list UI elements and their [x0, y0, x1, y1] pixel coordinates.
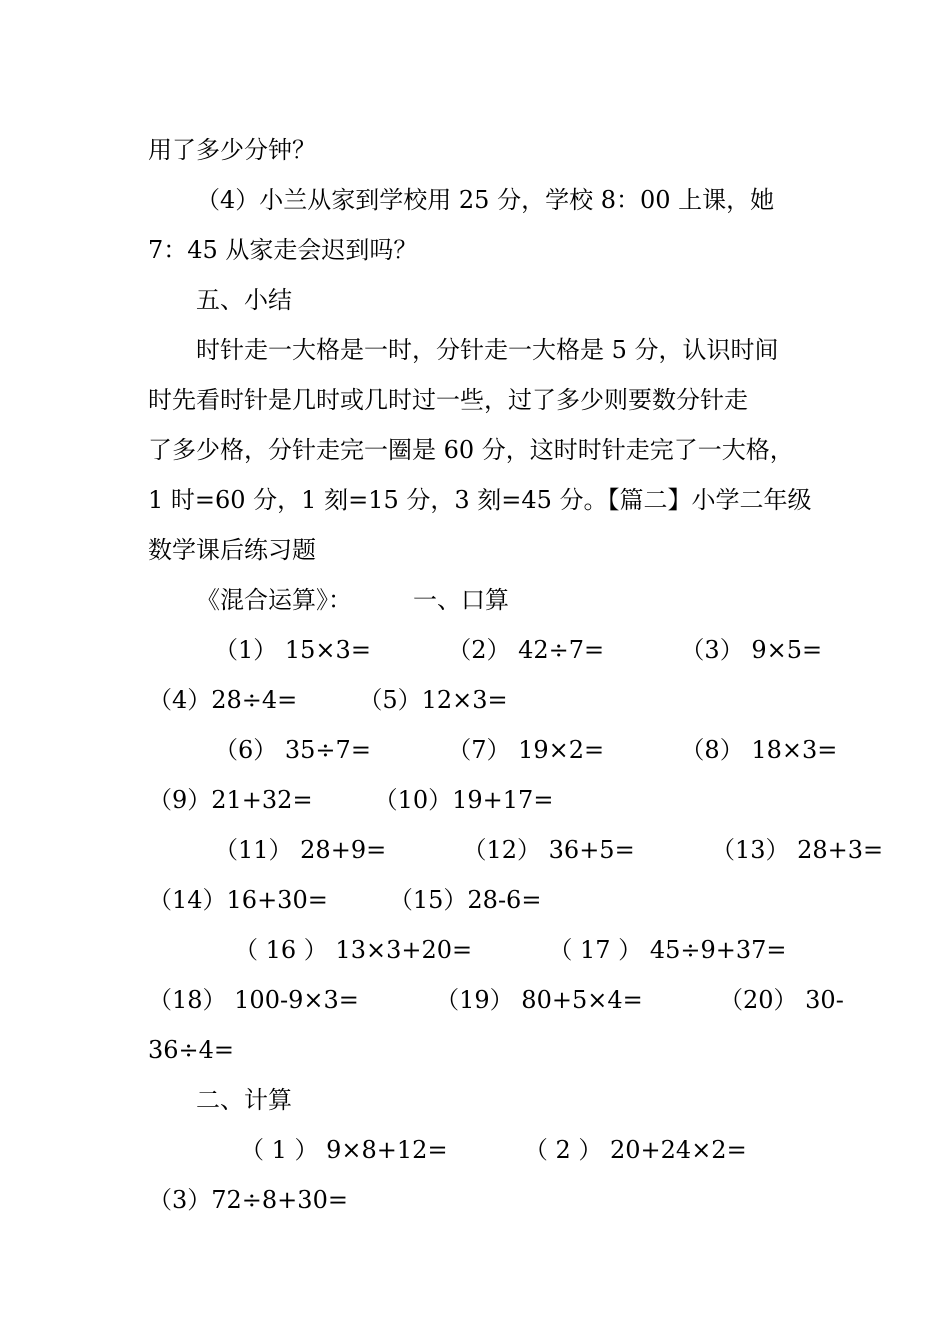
exercise-row-6: （14）16+30= （15）28-6= — [148, 886, 542, 914]
exercise-row-2: （4）28÷4= （5）12×3= — [148, 686, 508, 714]
exercise-row-11: （3）72÷8+30= — [148, 1186, 348, 1214]
exercise-row-9: 36÷4= — [148, 1036, 235, 1064]
section-heading-summary: 五、小结 — [196, 286, 292, 314]
text-line-7: 了多少格，分针走完一圈是 60 分，这时时针走完了一大格， — [148, 436, 794, 464]
exercise-row-5: （11） 28+9= （12） 36+5= （13） 28+3= — [214, 836, 884, 864]
section-heading-calculation: 二、计算 — [196, 1086, 292, 1114]
exercise-row-8: （18） 100-9×3= （19） 80+5×4= （20） 30- — [148, 986, 844, 1014]
section-heading-mental-math: 《混合运算》： 一、口算 — [196, 586, 510, 614]
text-line-9: 数学课后练习题 — [148, 536, 316, 564]
exercise-row-7: （ 16 ） 13×3+20= （ 17 ） 45÷9+37= — [234, 936, 787, 964]
text-line-8: 1 时=60 分，1 刻=15 分，3 刻=45 分。【篇二】小学二年级 — [148, 486, 812, 514]
text-line-1: 用了多少分钟？ — [148, 136, 316, 164]
exercise-row-3: （6） 35÷7= （7） 19×2= （8） 18×3= — [214, 736, 838, 764]
exercise-row-1: （1） 15×3= （2） 42÷7= （3） 9×5= — [214, 636, 823, 664]
text-line-6: 时先看时针是几时或几时过一些，过了多少则要数分针走 — [148, 386, 748, 414]
exercise-row-10: （ 1 ） 9×8+12= （ 2 ） 20+24×2= — [240, 1136, 747, 1164]
text-line-5: 时针走一大格是一时，分针走一大格是 5 分，认识时间 — [196, 336, 779, 364]
exercise-row-4: （9）21+32= （10）19+17= — [148, 786, 554, 814]
text-line-3: 7：45 从家走会迟到吗？ — [148, 236, 418, 264]
text-line-2: （4）小兰从家到学校用 25 分，学校 8：00 上课，她 — [196, 186, 775, 214]
